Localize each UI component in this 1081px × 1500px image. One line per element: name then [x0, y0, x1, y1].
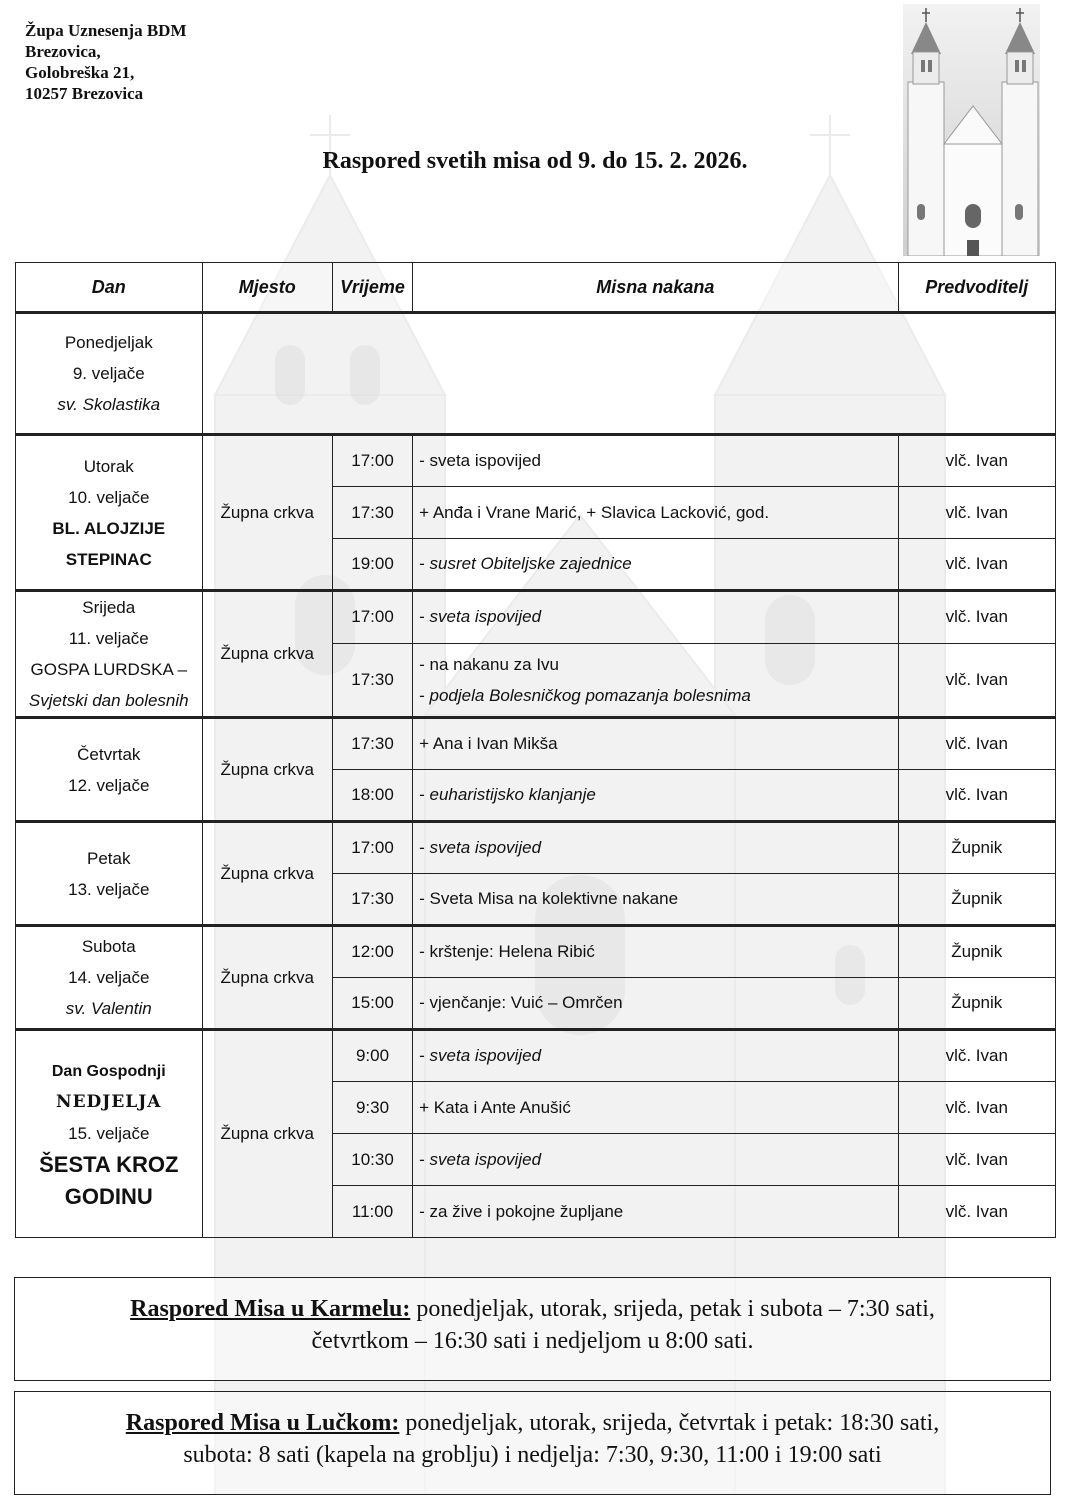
day-date: 15. veljače	[68, 1123, 150, 1143]
parish-postal: 10257 Brezovica	[25, 84, 144, 103]
intent-prefix: -	[419, 554, 430, 573]
parish-name: Župa Uznesenja BDM	[25, 21, 187, 40]
day-name: Subota	[81, 937, 136, 956]
table-row	[16, 718, 1056, 770]
day-feast: sv. Skolastika	[57, 395, 161, 414]
time-cell: 11:00	[332, 1186, 412, 1238]
intent-cell	[413, 822, 898, 874]
table-header-row	[16, 263, 1056, 313]
intent-prefix: -	[419, 1046, 430, 1065]
intent-cell	[413, 591, 898, 644]
intent-cell	[413, 1030, 898, 1082]
table-row	[16, 313, 1056, 435]
table-row	[16, 591, 1056, 644]
day-name: Četvrtak	[77, 744, 141, 764]
table-row	[16, 822, 1056, 874]
church-photo-image	[903, 4, 1040, 256]
time-cell: 17:30	[332, 487, 412, 539]
intent-cell	[413, 1134, 898, 1186]
time-cell: 19:00	[332, 539, 412, 591]
leader-cell: Župnik	[898, 926, 1055, 978]
leader-cell: vlč. Ivan	[898, 435, 1055, 487]
day-feast-cont: STEPINAC	[65, 549, 152, 569]
intent-cell: - Sveta Misa na kolektivne nakane	[413, 874, 898, 926]
table-row	[16, 1030, 1056, 1082]
intent-text: - na nakanu za Ivu	[419, 654, 559, 674]
table-row	[16, 926, 1056, 978]
leader-cell: vlč. Ivan	[898, 487, 1055, 539]
time-cell: 17:00	[332, 435, 412, 487]
header-mjesto: Mjesto	[202, 263, 332, 313]
day-date: 9. veljače	[72, 364, 145, 383]
header-predvoditelj: Predvoditelj	[898, 263, 1055, 313]
leader-cell: vlč. Ivan	[898, 591, 1055, 644]
header-dan: Dan	[16, 263, 203, 313]
intent-cell: + Anđa i Vrane Marić, + Slavica Lacković, god.	[413, 487, 898, 539]
time-cell: 17:30	[332, 874, 412, 926]
day-cell-saturday	[16, 926, 203, 1030]
lucko-text-2: subota: 8 sati (kapela na groblju) i nedjelja: 7:30, 9:30, 11:00 i 19:00 sati	[183, 1442, 882, 1468]
intent-cell	[413, 539, 898, 591]
time-cell: 17:00	[332, 591, 412, 644]
leader-cell: Župnik	[898, 978, 1055, 1030]
leader-cell: vlč. Ivan	[898, 539, 1055, 591]
intent-prefix: -	[419, 607, 430, 627]
time-cell: 17:30	[332, 718, 412, 770]
page-title: Raspored svetih misa od 9. do 15. 2. 2026.	[322, 148, 748, 174]
intent-text: sveta ispovijed	[429, 1149, 542, 1169]
intent-prefix: -	[419, 838, 430, 857]
day-feast: sv. Valentin	[65, 999, 152, 1018]
parish-street: Golobreška 21,	[25, 63, 135, 82]
intent-text-2: podjela Bolesničkog pomazanja bolesnima	[429, 685, 751, 705]
karmel-schedule-box	[14, 1277, 1051, 1381]
day-date: 12. veljače	[68, 775, 150, 795]
leader-cell: vlč. Ivan	[898, 643, 1055, 717]
day-feast: GOSPA LURDSKA –	[30, 660, 188, 679]
intent-text: euharistijsko klanjanje	[429, 785, 596, 804]
day-date: 14. veljače	[68, 968, 150, 987]
place-cell: Župna crkva	[202, 926, 332, 1030]
time-cell: 12:00	[332, 926, 412, 978]
intent-cell: - za žive i pokojne župljane	[413, 1186, 898, 1238]
intent-prefix: -	[419, 785, 430, 804]
leader-cell: vlč. Ivan	[898, 1186, 1055, 1238]
leader-cell: vlč. Ivan	[898, 1082, 1055, 1134]
intent-text: sveta ispovijed	[429, 1046, 542, 1065]
day-date: 11. veljače	[68, 629, 149, 648]
place-cell: Župna crkva	[202, 435, 332, 591]
parish-city: Brezovica,	[25, 42, 101, 61]
intent-text: susret Obiteljske zajednice	[429, 554, 632, 573]
day-cell-tuesday	[16, 435, 203, 591]
leader-cell: vlč. Ivan	[898, 1134, 1055, 1186]
intent-prefix: -	[419, 1149, 430, 1169]
time-cell: 10:30	[332, 1134, 412, 1186]
leader-cell: vlč. Ivan	[898, 718, 1055, 770]
day-feast: ŠESTA KROZ	[39, 1151, 179, 1177]
table-row	[16, 435, 1056, 487]
header-vrijeme: Vrijeme	[332, 263, 412, 313]
intent-cell: - krštenje: Helena Ribić	[413, 926, 898, 978]
intent-prefix: -	[419, 685, 430, 705]
lucko-text: ponedjeljak, utorak, srijeda, četvrtak i petak: 18:30 sati,	[399, 1410, 940, 1436]
time-cell: 9:00	[332, 1030, 412, 1082]
karmel-heading: Raspored Misa u Karmelu:	[130, 1296, 411, 1322]
day-name: Petak	[87, 848, 131, 868]
place-cell: Župna crkva	[202, 718, 332, 822]
day-date: 10. veljače	[68, 487, 150, 507]
karmel-text: ponedjeljak, utorak, srijeda, petak i subota – 7:30 sati,	[410, 1296, 935, 1322]
leader-cell: Župnik	[898, 874, 1055, 926]
time-cell: 18:00	[332, 770, 412, 822]
intent-cell: - sveta ispovijed	[413, 435, 898, 487]
place-cell: Župna crkva	[202, 1030, 332, 1238]
day-cell-monday	[16, 313, 203, 435]
leader-cell: vlč. Ivan	[898, 1030, 1055, 1082]
intent-text: sveta ispovijed	[429, 607, 542, 627]
day-cell-sunday	[16, 1030, 203, 1238]
intent-cell: - vjenčanje: Vuić – Omrčen	[413, 978, 898, 1030]
day-cell-thursday	[16, 718, 203, 822]
header-nakana: Misna nakana	[413, 263, 898, 313]
day-name: NEDJELJA	[56, 1091, 162, 1112]
day-name: Ponedjeljak	[64, 333, 153, 352]
intent-cell: + Kata i Ante Anušić	[413, 1082, 898, 1134]
time-cell: 9:30	[332, 1082, 412, 1134]
day-title: Dan Gospodnji	[51, 1062, 166, 1080]
day-feast-cont: GODINU	[64, 1183, 153, 1209]
place-cell: Župna crkva	[202, 591, 332, 718]
time-cell: 17:00	[332, 822, 412, 874]
empty-cell	[202, 313, 1055, 435]
day-feast-cont: Svjetski dan bolesnih	[28, 691, 189, 710]
day-feast: BL. ALOJZIJE	[52, 518, 166, 538]
karmel-text-2: četvrtkom – 16:30 sati i nedjeljom u 8:00 sati.	[311, 1328, 754, 1354]
day-cell-friday	[16, 822, 203, 926]
day-name: Srijeda	[82, 598, 136, 617]
place-cell: Župna crkva	[202, 822, 332, 926]
leader-cell: Župnik	[898, 822, 1055, 874]
leader-cell: vlč. Ivan	[898, 770, 1055, 822]
intent-cell	[413, 770, 898, 822]
parish-address	[25, 20, 187, 104]
mass-schedule-table	[15, 262, 1056, 1238]
day-name: Utorak	[83, 456, 134, 476]
intent-cell	[413, 643, 898, 717]
time-cell: 17:30	[332, 643, 412, 717]
intent-cell: + Ana i Ivan Mikša	[413, 718, 898, 770]
lucko-schedule-box	[14, 1391, 1051, 1495]
day-date: 13. veljače	[68, 879, 150, 899]
lucko-heading: Raspored Misa u Lučkom:	[125, 1410, 400, 1436]
day-cell-wednesday	[16, 591, 203, 718]
time-cell: 15:00	[332, 978, 412, 1030]
intent-text: sveta ispovijed	[429, 838, 542, 857]
